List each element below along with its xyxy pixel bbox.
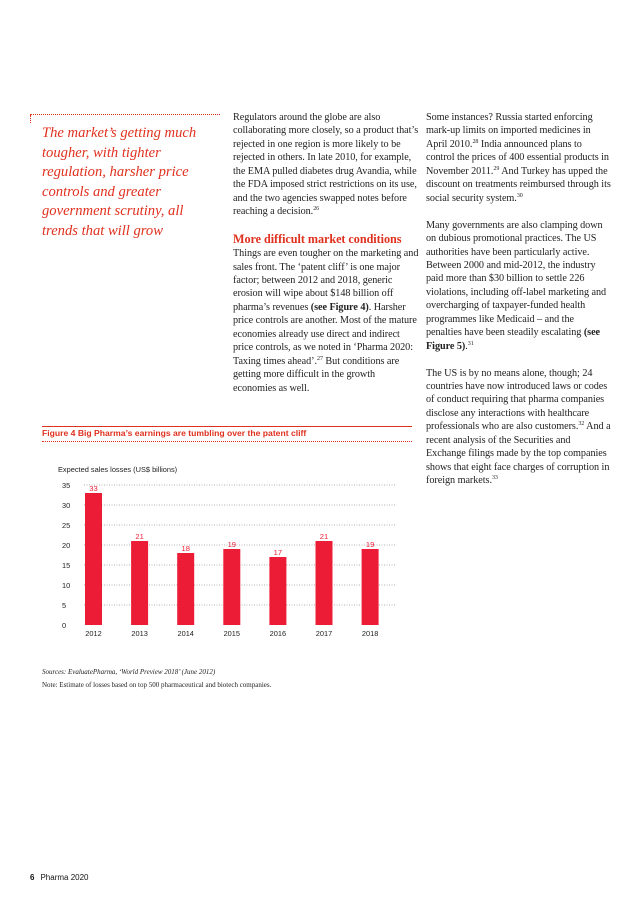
- footnote-ref: 30: [516, 192, 523, 199]
- footnote-ref: 32: [578, 421, 585, 428]
- figure-sources: Sources: EvaluatePharma, ‘World Preview 2018’ (June 2012): [42, 668, 216, 676]
- bar-2012: [85, 493, 102, 625]
- footnote-ref: 27: [317, 355, 323, 362]
- footnote-ref: 29: [493, 165, 500, 172]
- x-tick-label: 2016: [269, 629, 287, 638]
- footnote-ref: 28: [472, 138, 479, 145]
- text-run: Regulators around the globe are also collaborating more closely, so a product that’s rejected in one region is more likely to be rejected in others. In late 2010, for example, the EMA pulled diabetes drug Avandia, while the FDA imposed strict restrictions on its use, and the two agencies swapped notes before reaching a decision.: [233, 112, 419, 218]
- x-tick-label: 2012: [85, 629, 102, 638]
- bar-2017: [316, 541, 333, 625]
- data-label: 21: [319, 532, 329, 541]
- text-run: Many governments are also clamping down on dubious promotional practices. The US authorities have been particularly active. Between 2000 and mid-2012, the industry paid more than $30 billion to settle 226 violations, including off-label marketing and overcharging of taxpayer-funded health programmes like Medicaid – and the penalties have been steadily escalating: [426, 219, 607, 339]
- y-axis-label: Expected sales losses (US$ billions): [58, 465, 178, 474]
- text-run: And a recent analysis of the Securities and Exchange filings made by the top companies shows that eight face charges of corruption in foreign markets.: [426, 421, 611, 487]
- figure-note: Note: Estimate of losses based on top 500 pharmaceutical and biotech companies.: [42, 681, 272, 689]
- page-footer: [30, 873, 88, 882]
- bar-2018: [362, 549, 379, 625]
- y-tick-label: 10: [62, 581, 71, 590]
- text-run: .: [465, 340, 468, 352]
- data-label: 17: [273, 548, 283, 557]
- y-tick-label: 0: [62, 621, 67, 630]
- bar-2013: [131, 541, 148, 625]
- text-run: And Turkey has upped the discount on treatments reimbursed through its social security system.: [426, 165, 611, 204]
- text-run: But conditions are getting more difficult in the growth economies as well.: [233, 355, 400, 394]
- x-tick-label: 2013: [131, 629, 148, 638]
- figure-caption: Figure 4 Big Pharma’s earnings are tumbling over the patent cliff: [42, 428, 307, 438]
- page-number: 6: [30, 873, 35, 882]
- footnote-ref: 26: [313, 206, 320, 213]
- y-tick-label: 25: [62, 521, 71, 530]
- x-tick-label: 2014: [177, 629, 194, 638]
- y-tick-label: 20: [62, 541, 71, 550]
- bar-2014: [177, 553, 194, 625]
- section-heading: More difficult market conditions: [233, 232, 402, 247]
- figure-reference: (see Figure 4): [310, 301, 369, 313]
- data-label: 21: [135, 532, 144, 541]
- text-run: The US is by no means alone, though; 24 countries have now introduced laws or codes of conduct requiring that pharma companies disclose any interactions with healthcare professionals who are also customers.: [426, 367, 608, 433]
- publication-name: Pharma 2020: [40, 873, 89, 882]
- data-label: 33: [89, 484, 98, 493]
- data-label: 19: [227, 540, 237, 549]
- x-tick-label: 2018: [361, 629, 379, 638]
- y-tick-label: 35: [62, 481, 71, 490]
- data-label: 18: [181, 544, 190, 553]
- data-label: 19: [365, 540, 375, 549]
- text-run: Things are even tougher on the marketing and sales front. The ‘patent cliff’ is one major factor; between 2012 and 2018, generic erosion will wipe about $148 billion off pharma’s revenues: [233, 248, 419, 313]
- text-run: Some instances? Russia started enforcing mark-up limits on imported medicines in April 2010.: [426, 112, 593, 150]
- y-tick-label: 30: [62, 501, 71, 510]
- footnote-ref: 31: [467, 340, 474, 347]
- bar-2016: [269, 557, 286, 625]
- y-tick-label: 15: [62, 561, 71, 570]
- bar-2015: [223, 549, 240, 625]
- text-run: . Harsher price controls are another. Most of the mature economies already use direct and indirect price controls, as we noted in ‘Pharma 2020: Taxing times ahead’.: [233, 301, 417, 367]
- pull-quote: The market’s getting much tougher, with tighter regulation, harsher price controls and greater government scrutiny, all trends that will grow: [42, 125, 197, 239]
- figure-reference: (see Figure 5): [426, 327, 601, 352]
- footnote-ref: 33: [491, 475, 498, 482]
- x-tick-label: 2017: [315, 629, 333, 638]
- y-tick-label: 5: [62, 601, 67, 610]
- x-tick-label: 2015: [223, 629, 241, 638]
- text-run: India announced plans to control the prices of 400 essential products in November 2011.: [426, 138, 609, 177]
